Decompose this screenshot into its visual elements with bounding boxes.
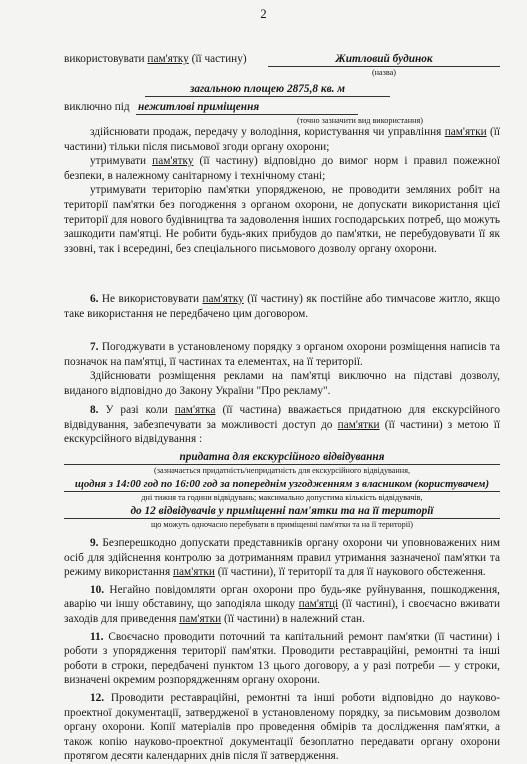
page-number: 2 [260,6,267,21]
name-hint: (назва) [371,68,397,77]
area-underline [145,96,390,97]
clause-12: 12. Проводити реставраційні, ремонтні та інші роботи відповідно до науково-проектної документації, затвердженої в установленому порядку, за письмовим дозволом органу охорони. Копії матеріалів про проведення обмірів та дослідження пам'ятки, а також копію науково-проектної документації безоплатно передавати органу охорони протягом десяти календарних днів після її затвердження. [64,691,500,763]
area-value: загальною площею 2875,8 кв. м [189,83,346,95]
exclusive-label: виключно під [64,101,130,113]
visitors-underline [64,518,500,519]
clause-11: 11. Своєчасно проводити поточний та капітальний ремонт пам'ятки (її частини) і роботи з упорядження території пам'ятки. Проводити реставраційні, ремонтні та інші роботи в строки, передбачені пунктом 13 цього договору, а у разі потреби — у строки, визначені окремим розпорядженням органу охорони. [64,630,500,687]
clause-9: 9. Безперешкодно допускати представників органу охорони чи уповноважених ним осіб для здійснення контролю за дотриманням правил утримання зазначеної пам'ятки та режиму використання пам'ятки (її частини), її території та для її наукового обстеження. [64,537,500,579]
name-underline [268,66,500,67]
obligation-sale: здійснювати продаж, передачу у володіння, користування чи управління пам'ятки (її частини) тільки після письмової згоди органу охорони; [64,126,500,153]
exclusive-underline [136,114,358,115]
suitable-underline [64,464,500,465]
obligation-maintain: утримувати пам'ятку (її частину) відповідно до вимог норм і правил пожежної безпеки, в належному санітарному і технічному стані; [64,155,501,182]
use-suffix: (її частину) [188,53,247,65]
clause-8: 8. У разі коли пам'ятка (її частина) вважається придатною для екскурсійного відвідування, забезпечувати за можливості доступ до пам'ятки (її частини) з метою її екскурсійного відвідування : [64,404,501,446]
clause-6: 6. Не використовувати пам'ятку (її частину) як постійне або тимчасове житло, якщо таке використання не передбачено цим договором. [64,293,500,320]
schedule-hint: дні тижня та години відвідувань; максимально допустима кількість відвідувачів, [141,493,423,502]
clause-10: 10. Негайно повідомляти орган охорони про будь-яке руйнування, пошкодження, аварію чи іншу обставину, що заподіяла шкоду пам'ятці (її частині), і своєчасно вживати заходів для приведення пам'ятки (її частини) в належний стан. [64,583,500,625]
clause-7: 7. Погоджувати в установленому порядку з органом охорони розміщення написів та позначок на пам'ятці, її частинах та елементах, на її території. Здійснювати розміщення реклами на пам'ятці виключно на підставі дозволу, виданого відповідно до Закону України "Про рекламу". [64,341,500,397]
schedule-value: щодня з 14:00 год по 16:00 год за попереднім узгодженням з власником (користувачем) [74,478,490,490]
use-clause [64,52,247,66]
schedule-underline [64,491,500,492]
obligation-territory: утримувати територію пам'ятки упорядженою, не проводити земляних робіт на території пам'ятки без погодження з органом охорони, не допускати використання цієї території для нового будівництва та задоволення інших господарських потреб, що можуть зашкодити пам'ятці. Не робити будь-яких прибудов до пам'ятки, не перебудовувати її як ззовні, так і всередині, без спеціального письмового дозволу органу охорони. [64,184,500,255]
visitors-value: до 12 відвідувачів у приміщенні пам'ятки та на її території [130,505,434,517]
suitable-hint: (зазначається придатність/непридатність для екскурсійного відвідування, [153,466,411,475]
monument-link: пам'ятку [147,53,189,65]
suitable-value: придатна для екскурсійного відвідування [179,451,385,463]
visitors-hint: що можуть одночасно перебувати в приміщенні пам'ятки та на її території) [150,520,413,529]
use-prefix: використовувати [64,53,148,65]
exclusive-value: нежитлові приміщення [138,101,260,113]
object-name: Житловий будинок [335,53,433,65]
exclusive-hint: (точно зазначити вид використання) [296,116,424,125]
obligations-block [64,125,500,256]
